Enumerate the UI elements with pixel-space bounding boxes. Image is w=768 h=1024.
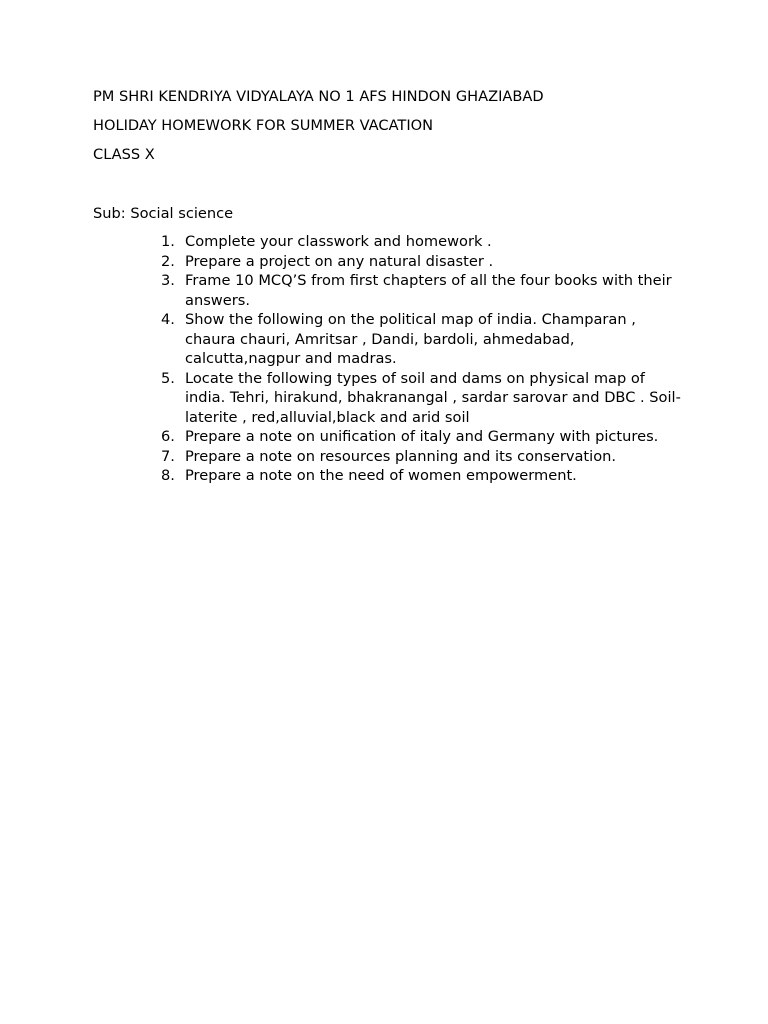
item-text: Prepare a note on the need of women empowerment. [185,467,577,484]
item-number: 2. [161,252,175,270]
item-text: Locate the following types of soil and dams on physical map of india. Tehri, hirakund, bhakranangal , sardar sarovar and DBC . Soil- laterite , red,alluvial,black and arid soil [185,369,681,426]
item-text: Prepare a note on unification of italy and Germany with pictures. [185,428,659,445]
homework-title: HOLIDAY HOMEWORK FOR SUMMER VACATION [93,117,434,134]
school-name: PM SHRI KENDRIYA VIDYALAYA NO 1 AFS HINDON GHAZIABAD [93,88,544,105]
item-number: 5. [161,369,175,387]
item-text: Prepare a project on any natural disaster . [185,252,494,270]
item-number: 4. [161,311,175,328]
list-item [0,466,768,486]
item-text: Show the following on the political map of india. Champaran , chaura chauri, Amritsar , Dandi, bardoli, ahmedabad, calcutta,nagpur and madras. [185,311,636,367]
list-item [0,252,768,272]
item-number: 7. [161,447,175,465]
item-text: Prepare a note on resources planning and its conservation. [185,447,617,465]
list-item [0,447,768,467]
list-item [0,232,768,252]
item-text: Frame 10 MCQ’S from first chapters of all the four books with their answers. [185,272,672,309]
list-item [0,271,768,310]
item-text: Complete your classwork and homework . [185,233,492,250]
list-item [0,369,768,428]
subject-label: Sub: Social science [93,205,234,222]
item-number: 3. [161,272,175,289]
item-number: 8. [161,467,175,484]
list-item [0,310,768,369]
item-number: 1. [161,233,175,250]
list-item [0,427,768,447]
item-number: 6. [161,428,175,445]
homework-list [0,232,768,486]
class-label: CLASS X [93,146,155,163]
